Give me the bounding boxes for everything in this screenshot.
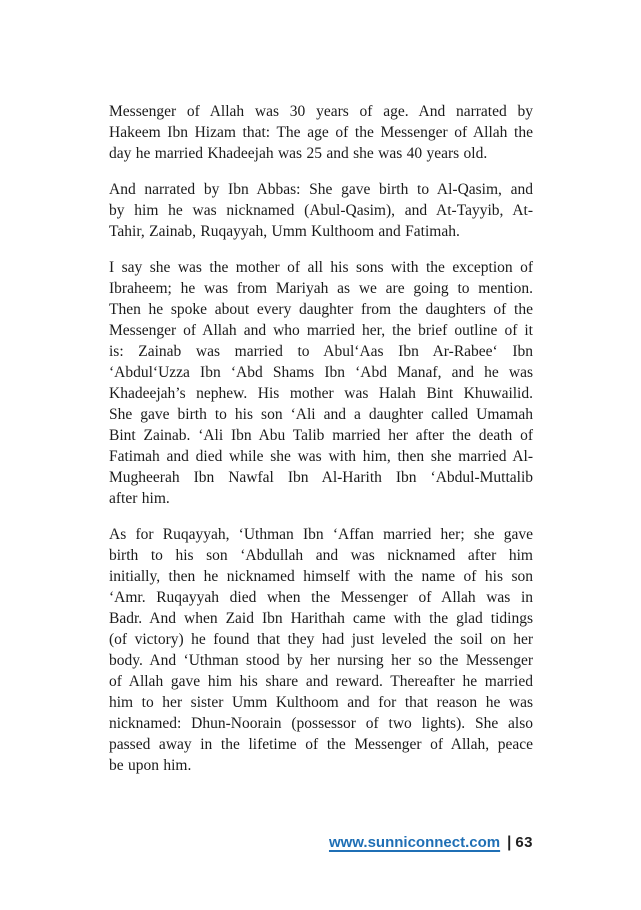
footer-separator: | — [507, 833, 512, 852]
text-line: birth to his son ‘Abdullah and was nicknamed after him — [109, 547, 533, 564]
text-line: Fatimah and died while she was with him, then she married Al- — [109, 448, 533, 465]
body-text — [109, 101, 533, 791]
text-line: passed away in the lifetime of the Messenger of Allah, peace — [109, 736, 533, 753]
paragraph — [109, 179, 533, 242]
text-line: Hakeem Ibn Hizam that: The age of the Messenger of Allah the — [109, 124, 533, 141]
text-line: body. And ‘Uthman stood by her nursing her so the Messenger — [109, 652, 533, 669]
text-line: Mugheerah Ibn Nawfal Ibn Al-Harith Ibn ‘Abdul-Muttalib — [109, 469, 533, 486]
text-line: And narrated by Ibn Abbas: She gave birth to Al-Qasim, and — [109, 181, 533, 198]
text-line: (of victory) he found that they had just leveled the soil on her — [109, 631, 533, 648]
text-line: Messenger of Allah was 30 years of age. And narrated by — [109, 103, 533, 120]
website-link[interactable]: www.sunniconnect.com — [328, 834, 501, 851]
text-line: by him he was nicknamed (Abul-Qasim), and At-Tayyib, At- — [109, 202, 533, 219]
text-line: day he married Khadeejah was 25 and she was 40 years old. — [109, 145, 488, 162]
text-line: Ibraheem; he was from Mariyah as we are going to mention. — [109, 280, 533, 297]
page-footer — [329, 834, 533, 851]
text-line: Tahir, Zainab, Ruqayyah, Umm Kulthoom and Fatimah. — [109, 223, 460, 240]
paragraph — [109, 101, 533, 164]
text-line: of Allah gave him his share and reward. Thereafter he married — [109, 673, 533, 690]
text-line: Badr. And when Zaid Ibn Harithah came with the glad tidings — [109, 610, 533, 627]
paragraph — [109, 524, 533, 776]
text-line: Bint Zainab. ‘Ali Ibn Abu Talib married her after the death of — [109, 427, 533, 444]
text-line: Then he spoke about every daughter from the daughters of the — [109, 301, 533, 318]
text-line: ‘Amr. Ruqayyah died when the Messenger of Allah was in — [109, 589, 533, 606]
text-line: Messenger of Allah and who married her, the brief outline of it — [109, 322, 533, 339]
text-line: after him. — [109, 490, 170, 507]
page-number: 63 — [515, 834, 533, 851]
paragraph — [109, 257, 533, 509]
text-line: As for Ruqayyah, ‘Uthman Ibn ‘Affan married her; she gave — [109, 526, 533, 543]
text-line: She gave birth to his son ‘Ali and a daughter called Umamah — [109, 406, 533, 423]
text-line: is: Zainab was married to Abul‘Aas Ibn Ar-Rabee‘ Ibn — [109, 343, 533, 360]
text-line: Khadeejah’s nephew. His mother was Halah Bint Khuwailid. — [109, 385, 533, 402]
text-line: nicknamed: Dhun-Noorain (possessor of two lights). She also — [109, 715, 533, 732]
text-line: ‘Abdul‘Uzza Ibn ‘Abd Shams Ibn ‘Abd Manaf, and he was — [109, 364, 533, 381]
text-line: I say she was the mother of all his sons with the exception of — [109, 259, 533, 276]
text-line: be upon him. — [109, 757, 192, 774]
text-line: initially, then he nicknamed himself with the name of his son — [109, 568, 533, 585]
text-line: him to her sister Umm Kulthoom and for that reason he was — [109, 694, 533, 711]
